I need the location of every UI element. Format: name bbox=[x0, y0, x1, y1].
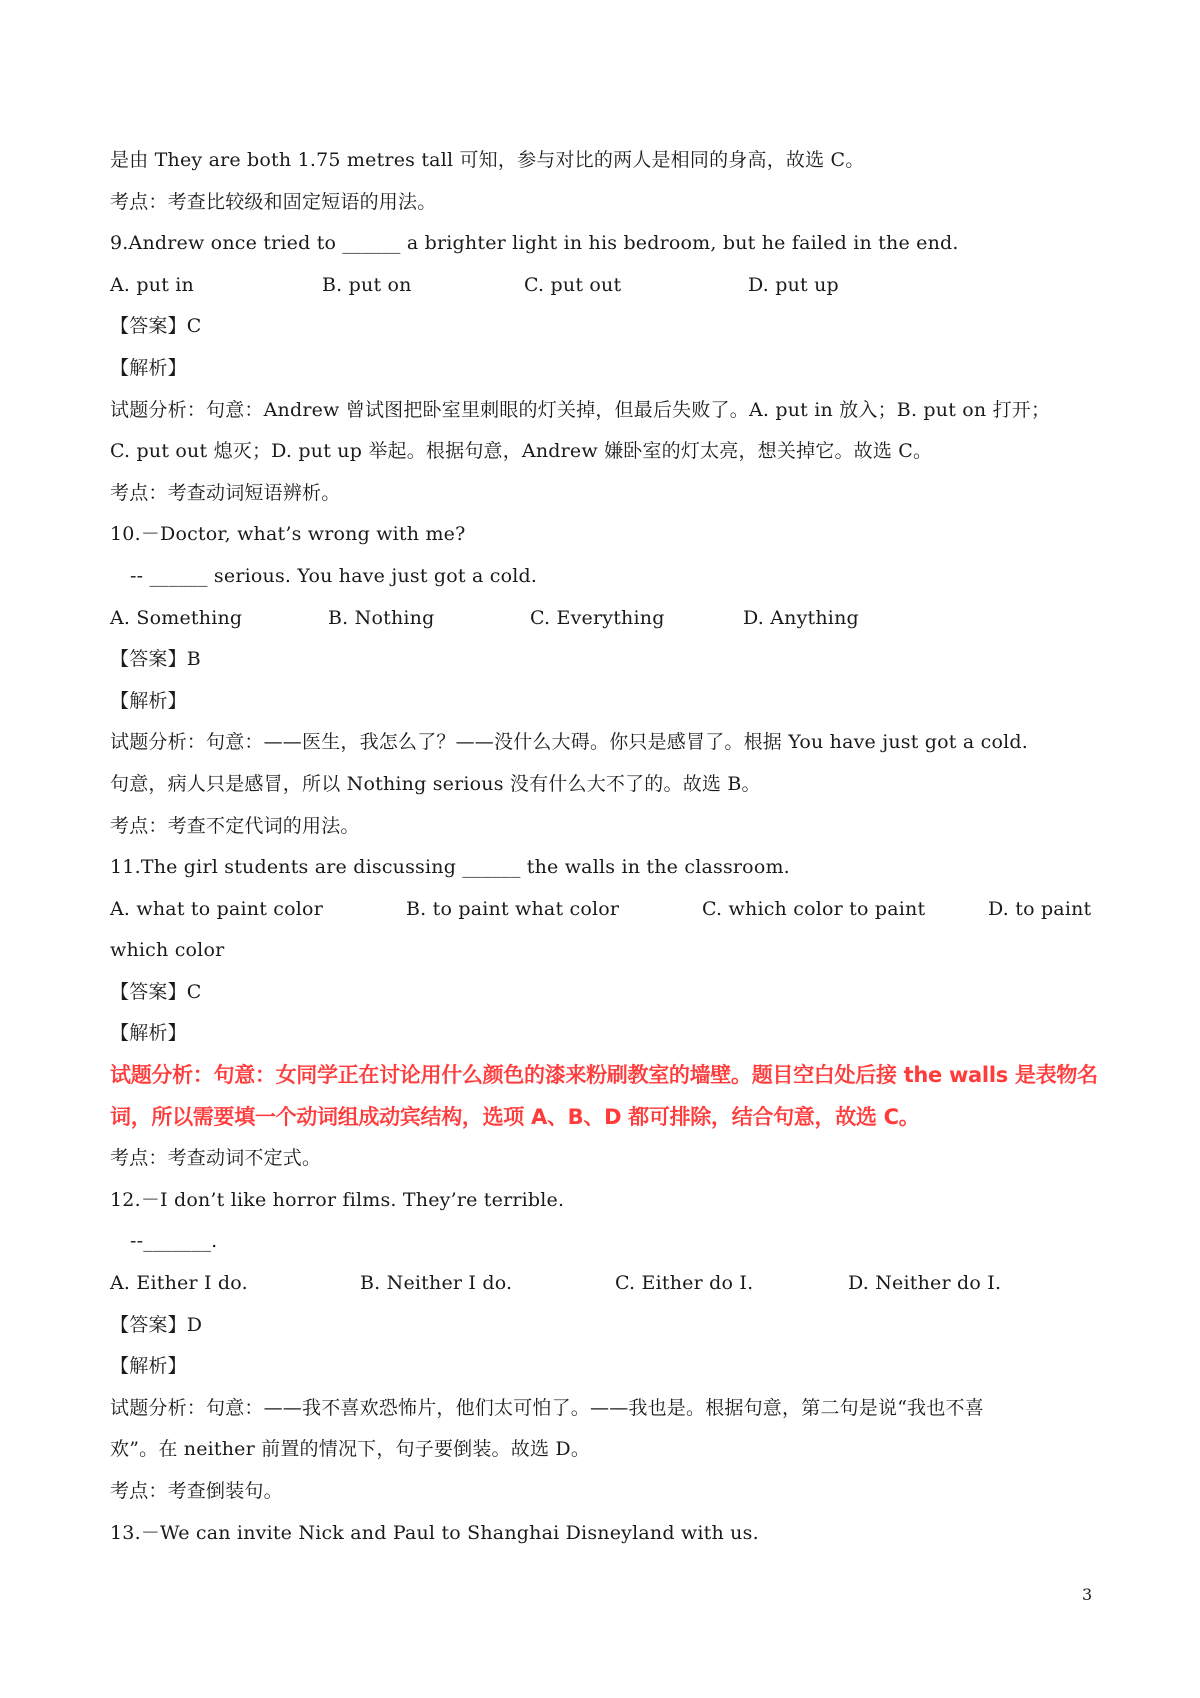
q11-analysis-line-1: 试题分析：句意：女同学正在讨论用什么颜色的漆来粉刷教室的墙壁。题目空白处后接 the walls 是表物名 bbox=[110, 1063, 1098, 1088]
q10-analysis-heading: 【解析】 bbox=[110, 689, 187, 712]
q9-analysis-line-2: C. put out 熄灭；D. put up 举起。根据句意，Andrew 嫌卧室的灯太亮，想关掉它。故选 C。 bbox=[110, 440, 933, 463]
q12-analysis-line-2: 欢”。在 neither 前置的情况下，句子要倒装。故选 D。 bbox=[110, 1438, 591, 1461]
q11-option-c: C. which color to paint bbox=[702, 897, 926, 920]
q9-options bbox=[110, 265, 1110, 307]
q10-point: 考点：考查不定代词的用法。 bbox=[110, 814, 360, 837]
page-content bbox=[110, 140, 1110, 1554]
q13-stem: 13.－We can invite Nick and Paul to Shanghai Disneyland with us. bbox=[110, 1521, 759, 1544]
q9-option-a: A. put in bbox=[110, 273, 194, 296]
q12-option-d: D. Neither do I. bbox=[848, 1272, 1002, 1295]
q11-analysis-heading: 【解析】 bbox=[110, 1022, 187, 1045]
q10-answer: 【答案】B bbox=[110, 648, 201, 671]
q11-point: 考点：考查动词不定式。 bbox=[110, 1147, 322, 1170]
q10-analysis-line-2: 句意，病人只是感冒，所以 Nothing serious 没有什么大不了的。故选 B。 bbox=[110, 772, 761, 795]
q9-option-c: C. put out bbox=[524, 273, 622, 296]
q11-option-a: A. what to paint color bbox=[110, 897, 323, 920]
q9-option-d: D. put up bbox=[748, 273, 839, 296]
q10-stem-reply: -- ______ serious. You have just got a cold. bbox=[130, 564, 538, 587]
q11-analysis-line-2: 词，所以需要填一个动词组成动宾结构，选项 A、B、D 都可排除，结合句意，故选 C。 bbox=[110, 1104, 920, 1129]
q11-option-d-continued: which color bbox=[110, 939, 225, 962]
q11-option-b: B. to paint what color bbox=[406, 897, 620, 920]
q10-option-b: B. Nothing bbox=[328, 606, 435, 629]
q12-options bbox=[110, 1263, 1110, 1305]
q12-analysis-heading: 【解析】 bbox=[110, 1355, 187, 1378]
q10-options bbox=[110, 598, 1110, 640]
q9-analysis-heading: 【解析】 bbox=[110, 356, 187, 379]
q12-option-a: A. Either I do. bbox=[110, 1272, 248, 1295]
q11-options bbox=[110, 889, 1110, 931]
q11-stem: 11.The girl students are discussing ______ the walls in the classroom. bbox=[110, 856, 790, 879]
q10-option-d: D. Anything bbox=[743, 606, 859, 629]
q9-option-b: B. put on bbox=[322, 273, 412, 296]
q8-point: 考点：考查比较级和固定短语的用法。 bbox=[110, 190, 437, 213]
q9-answer: 【答案】C bbox=[110, 315, 202, 338]
q11-option-d: D. to paint bbox=[988, 897, 1092, 920]
q10-analysis-line-1: 试题分析：句意：——医生，我怎么了？——没什么大碍。你只是感冒了。根据 You have just got a cold. bbox=[110, 731, 1028, 754]
q10-option-c: C. Everything bbox=[530, 606, 665, 629]
q12-stem: 12.－I don’t like horror films. They’re terrible. bbox=[110, 1188, 565, 1211]
q12-option-c: C. Either do I. bbox=[615, 1272, 754, 1295]
q10-option-a: A. Something bbox=[110, 606, 243, 629]
q12-option-b: B. Neither I do. bbox=[360, 1272, 513, 1295]
q11-answer: 【答案】C bbox=[110, 980, 202, 1003]
q10-stem: 10.－Doctor, what’s wrong with me? bbox=[110, 523, 466, 546]
q9-analysis-line-1: 试题分析：句意：Andrew 曾试图把卧室里刺眼的灯关掉，但最后失败了。A. put in 放入；B. put on 打开； bbox=[110, 398, 1051, 421]
q9-stem: 9.Andrew once tried to ______ a brighter light in his bedroom, but he failed in the end. bbox=[110, 232, 959, 255]
q12-answer: 【答案】D bbox=[110, 1313, 203, 1336]
q12-analysis-line-1: 试题分析：句意：——我不喜欢恐怖片，他们太可怕了。——我也是。根据句意，第二句是说“我也不喜 bbox=[110, 1396, 984, 1419]
q12-stem-reply: --_______. bbox=[130, 1230, 218, 1253]
q8-explanation-end: 是由 They are both 1.75 metres tall 可知，参与对比的两人是相同的身高，故选 C。 bbox=[110, 149, 865, 171]
q12-point: 考点：考查倒装句。 bbox=[110, 1480, 283, 1502]
q9-point: 考点：考查动词短语辨析。 bbox=[110, 481, 341, 504]
page-number: 3 bbox=[1082, 1585, 1093, 1604]
